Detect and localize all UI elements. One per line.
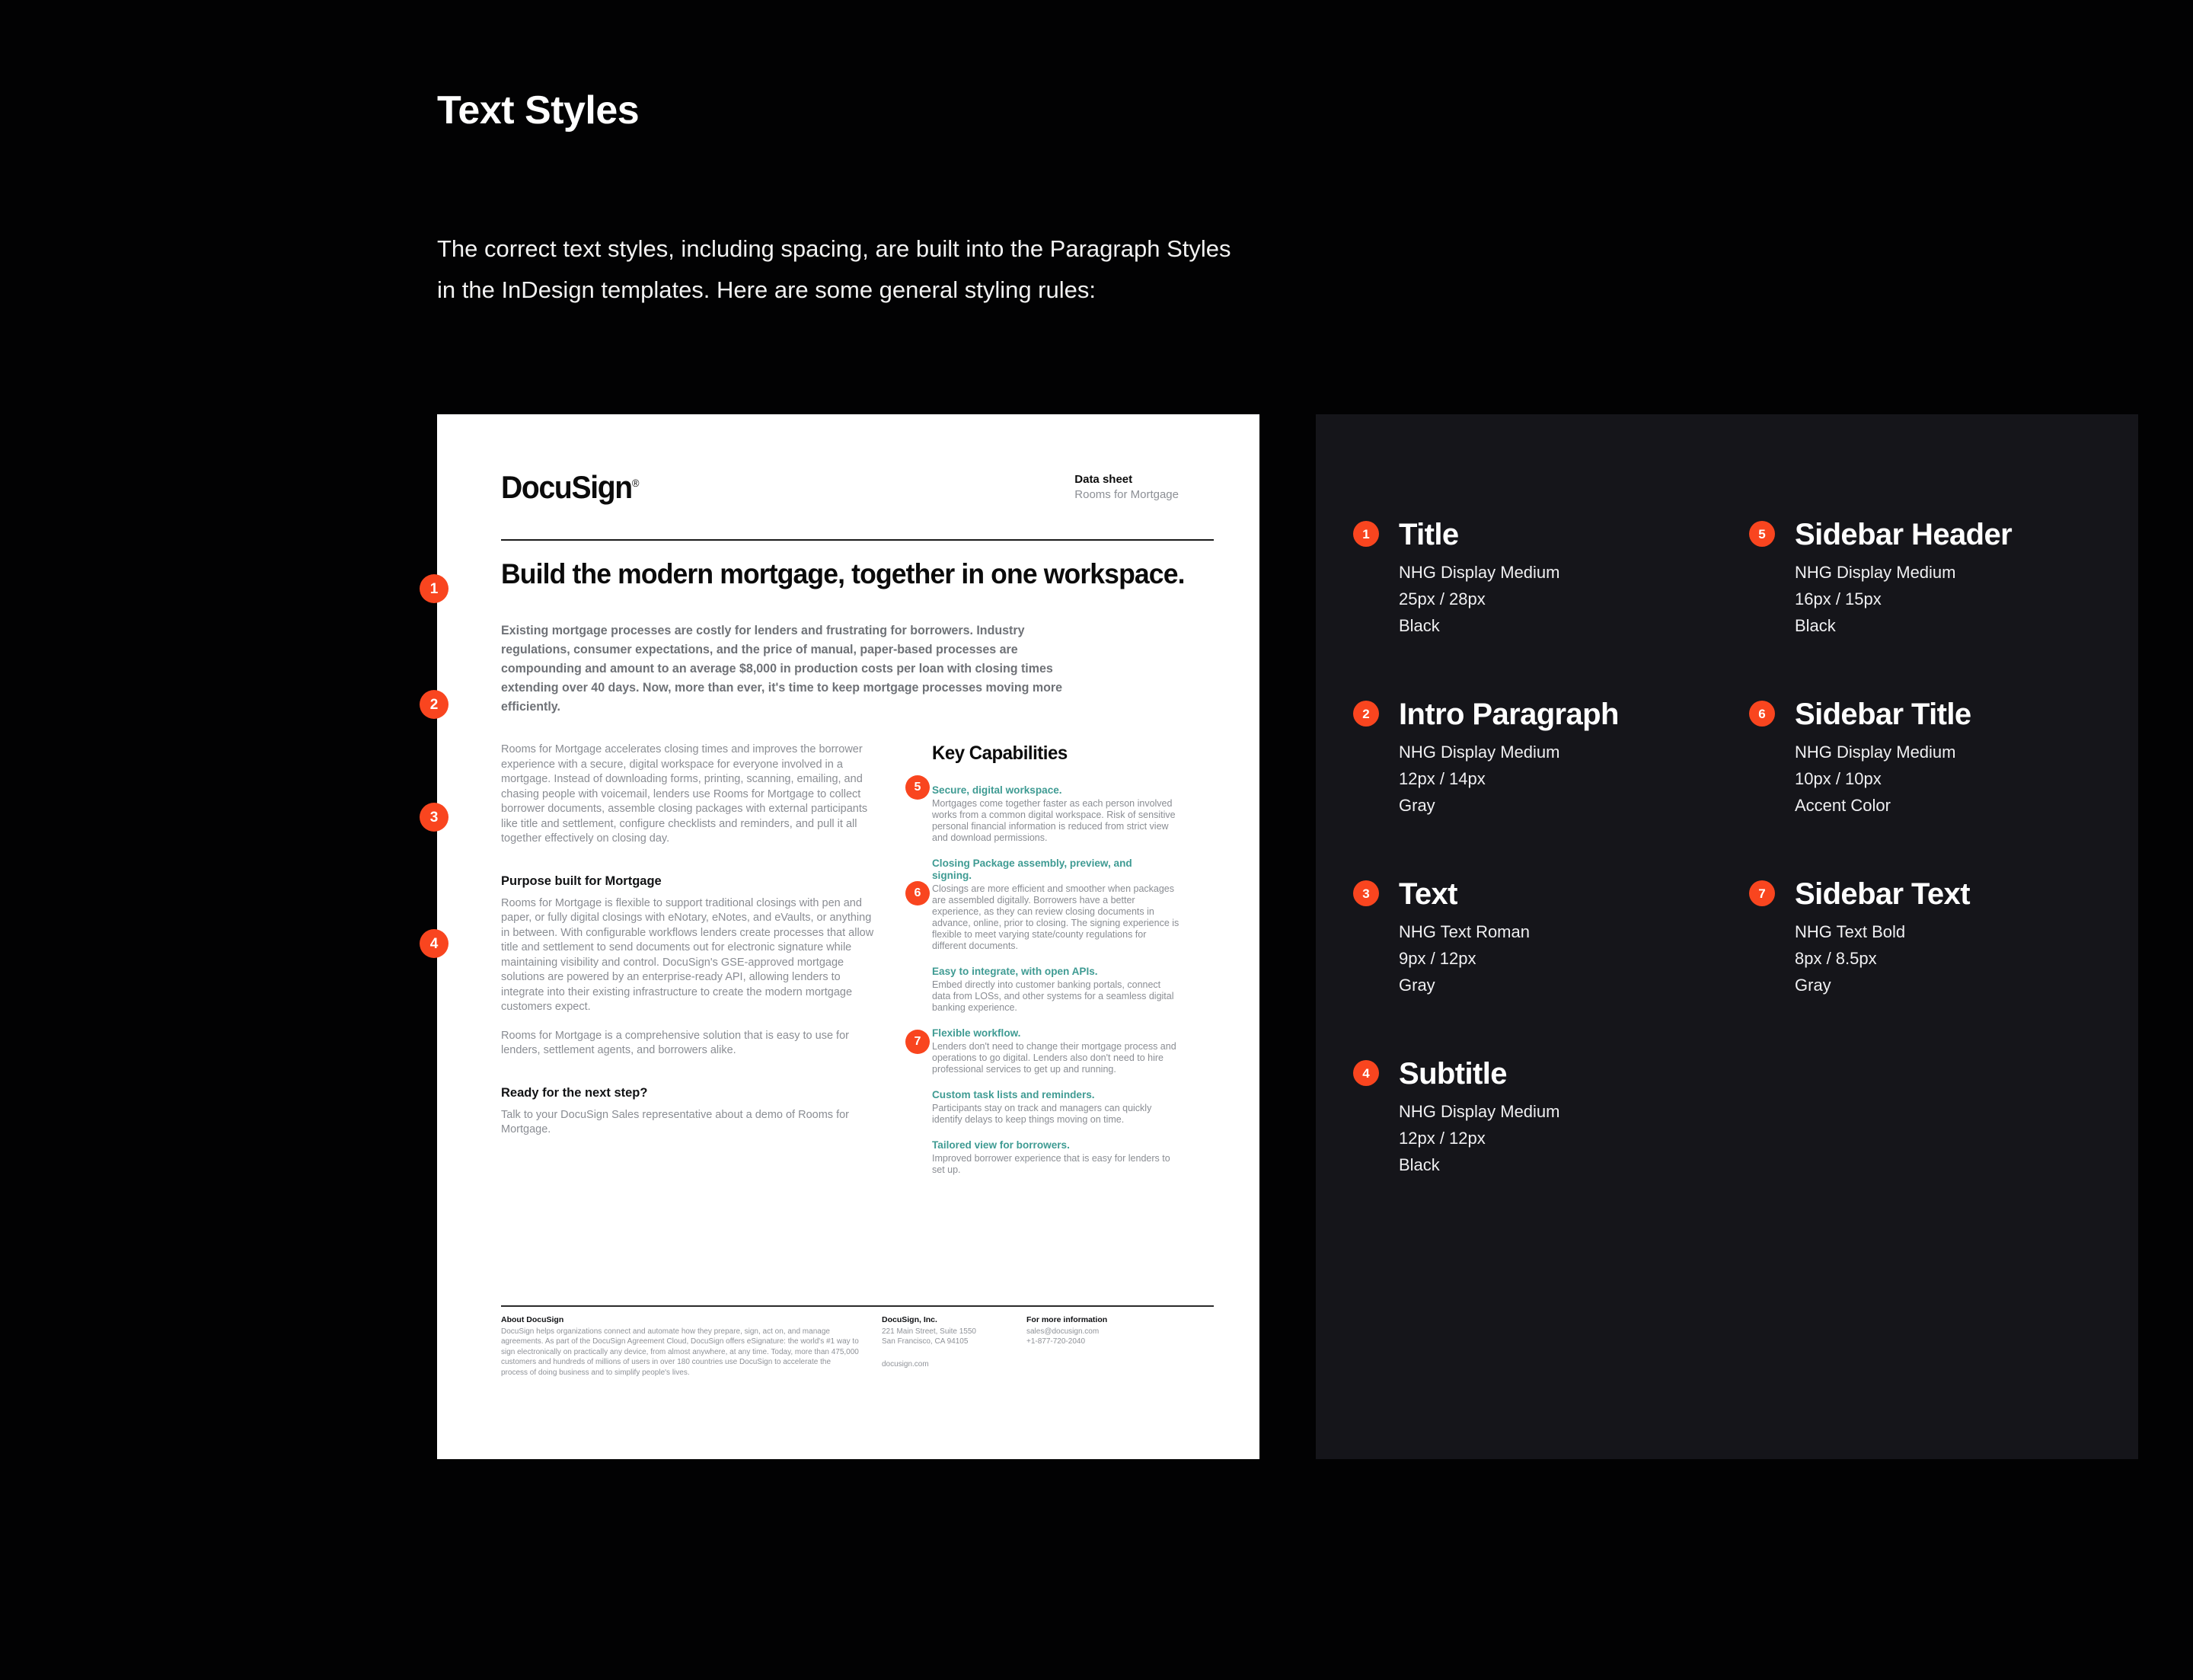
footer-address-line-2: San Francisco, CA 94105 (882, 1337, 969, 1346)
legend-font: NHG Display Medium (1795, 743, 1956, 762)
sidebar-item-text: Participants stay on track and managers can quickly identify delays to keep things moving on time. (932, 1103, 1152, 1125)
footer-about-text: DocuSign helps organizations connect and automate how they prepare, sign, act on, and manage agreements. As part of the DocuSign Agreement Cloud, DocuSign offers eSignature: the world's #1 way to sign electronically on practically any device, from almost anywhere, at any time. Today, more than 475,000 customers and hundreds of millions of users in over 180 countries use DocuSign to accelerate the process of doing business and to simplify people's lives. (501, 1327, 859, 1377)
callout-badge-5[interactable]: 5 (905, 775, 930, 800)
sidebar-item-title: Custom task lists and reminders. (932, 1088, 1095, 1100)
callout-badge-6[interactable]: 6 (905, 881, 930, 905)
sidebar-item (932, 1088, 1180, 1126)
sidebar-item (932, 784, 1180, 844)
footer-website: docusign.com (882, 1359, 929, 1369)
sidebar-item (932, 965, 1180, 1014)
document-meta (1074, 472, 1179, 503)
legend-color: Gray (1399, 796, 1435, 815)
legend-size: 25px / 28px (1399, 589, 1486, 608)
legend-badge-3: 3 (1353, 880, 1379, 906)
callout-badge-1[interactable]: 1 (420, 574, 448, 603)
sidebar-item-text: Improved borrower experience that is easy for lenders to set up. (932, 1153, 1170, 1175)
legend-size: 12px / 12px (1399, 1129, 1486, 1148)
legend-badge-2: 2 (1353, 701, 1379, 727)
sidebar-item-title: Secure, digital workspace. (932, 784, 1062, 796)
legend-name: Sidebar Header (1795, 518, 2013, 551)
legend-badge-6: 6 (1749, 701, 1775, 727)
legend-name: Subtitle (1399, 1057, 1507, 1091)
sidebar-item-text: Lenders don't need to change their mortgage process and operations to go digital. Lenders also don't need to hire professional services to get up and running. (932, 1041, 1176, 1075)
legend-font: NHG Text Roman (1399, 922, 1530, 941)
sidebar-item (932, 1139, 1180, 1176)
sidebar-item-title: Tailored view for borrowers. (932, 1139, 1070, 1151)
legend-item-intro-paragraph (1353, 698, 1749, 877)
legend-font: NHG Display Medium (1795, 563, 1956, 582)
document-subtitle-2: Ready for the next step? (501, 1084, 648, 1100)
legend-size: 10px / 10px (1795, 769, 1882, 788)
document-subject: Rooms for Mortgage (1074, 488, 1179, 501)
legend-font: NHG Text Bold (1795, 922, 1906, 941)
legend-size: 8px / 8.5px (1795, 949, 1877, 968)
legend-size: 12px / 14px (1399, 769, 1486, 788)
legend-name: Intro Paragraph (1399, 698, 1619, 731)
legend-color: Accent Color (1795, 796, 1891, 815)
legend-font: NHG Display Medium (1399, 1102, 1560, 1121)
legend-color: Black (1399, 616, 1440, 635)
legend-item-sidebar-title (1749, 698, 2108, 877)
legend-color: Black (1795, 616, 1836, 635)
document-header (501, 469, 1214, 506)
legend-badge-1: 1 (1353, 521, 1379, 547)
legend-empty-cell (1749, 1057, 2108, 1237)
style-legend-panel (1316, 414, 2138, 1459)
document-subtitle-1: Purpose built for Mortgage (501, 873, 662, 888)
body-paragraph-1: Rooms for Mortgage accelerates closing times and improves the borrower experience with a secure, digital workspace for everyone involved in a mortgage. Instead of downloading forms, printing, scanning, emailing, and chasing people with voicemail, lenders use Rooms for Mortgage to collect borrower documents, assemble closing packages with external participants like title and settlement, configure checklists and reminders, and pull it all together effectively on closing day. (501, 743, 868, 845)
style-legend-grid (1353, 518, 2108, 1237)
footer-address-line-1: 221 Main Street, Suite 1550 (882, 1327, 976, 1336)
legend-name: Title (1399, 518, 1459, 551)
legend-color: Gray (1795, 976, 1831, 995)
footer-email: sales@docusign.com (1026, 1327, 1100, 1336)
legend-badge-5: 5 (1749, 521, 1775, 547)
body-paragraph-4: Talk to your DocuSign Sales representative about a demo of Rooms for Mortgage. (501, 1108, 849, 1135)
sidebar-item-text: Mortgages come together faster as each person involved works from a common digital workspace. Risk of sensitive personal financial information is reduced from strict view and download permissions. (932, 798, 1176, 843)
document-kicker: Data sheet (1074, 473, 1133, 486)
callout-badge-4[interactable]: 4 (420, 929, 448, 958)
legend-item-title (1353, 518, 1749, 698)
footer-company-heading: DocuSign, Inc. (882, 1314, 937, 1324)
body-paragraph-3: Rooms for Mortgage is a comprehensive solution that is easy to use for lenders, settlement agents, and borrowers alike. (501, 1029, 849, 1056)
sidebar-item-text: Embed directly into customer banking portals, connect data from LOSs, and other systems for a seamless digital banking experience. (932, 979, 1174, 1013)
sidebar-header: Key Capabilities (932, 743, 1068, 764)
legend-font: NHG Display Medium (1399, 743, 1560, 762)
footer-info-heading: For more information (1026, 1314, 1108, 1324)
body-paragraph-2: Rooms for Mortgage is flexible to support traditional closings with pen and paper, or fully digital closings with eNotary, eNotes, and eVaults, or anything in between. With configurable workflows lenders create processes that allow title and settlement to send documents out for electronic signature while maintaining visibility and control. DocuSign's GSE-approved mortgage solutions are powered by an enterprise-ready API, allowing lenders to integrate into their existing infrastructure to create the modern mortgage customers expect. (501, 896, 874, 1013)
legend-size: 16px / 15px (1795, 589, 1882, 608)
sidebar-item-title: Flexible workflow. (932, 1027, 1021, 1039)
legend-font: NHG Display Medium (1399, 563, 1560, 582)
document-columns (501, 743, 1214, 1189)
docusign-logo-text: DocuSign (501, 469, 632, 505)
footer-about-heading: About DocuSign (501, 1314, 564, 1324)
footer-divider (501, 1305, 1214, 1307)
sidebar-item-text: Closings are more efficient and smoother when packages are assembled digitally. Borrowers have a better experience, as they can review closing documents in advance, online, prior to closing. The signing experience is flexible to meet varying state/county regulations for different documents. (932, 883, 1179, 951)
footer-columns (501, 1314, 1214, 1378)
legend-item-text (1353, 877, 1749, 1057)
document-title: Build the modern mortgage, together in one workspace. (501, 558, 1185, 589)
docusign-logo (501, 469, 638, 506)
legend-name: Sidebar Text (1795, 877, 1970, 911)
callout-badge-3[interactable]: 3 (420, 803, 448, 832)
document-preview (437, 414, 1259, 1459)
registered-mark-icon: ® (631, 477, 639, 489)
legend-item-sidebar-header (1749, 518, 2108, 698)
callout-badge-2[interactable]: 2 (420, 690, 448, 719)
sidebar-item-title: Easy to integrate, with open APIs. (932, 965, 1098, 977)
page-intro-text: The correct text styles, including spacing, are built into the Paragraph Styles in the InDesign templates. Here are some general styling rules: (437, 235, 1231, 303)
sidebar-item (932, 857, 1180, 952)
document-left-column (501, 743, 882, 1189)
legend-badge-7: 7 (1749, 880, 1775, 906)
header-divider (501, 539, 1214, 541)
document-intro-paragraph: Existing mortgage processes are costly for lenders and frustrating for borrowers. Industry regulations, consumer expectations, and the price of manual, paper-based processes are compounding and amount to an average $8,000 in production costs per loan with closing times extending over 40 days. Now, more than ever, it's time to keep mortgage processes moving more efficiently. (501, 624, 1063, 714)
footer-about-block (501, 1314, 882, 1378)
legend-item-subtitle (1353, 1057, 1749, 1237)
footer-spacer (882, 1347, 1026, 1359)
legend-badge-4: 4 (1353, 1060, 1379, 1086)
footer-phone: +1-877-720-2040 (1026, 1337, 1086, 1346)
page-title: Text Styles (437, 88, 640, 133)
legend-color: Black (1399, 1155, 1440, 1174)
footer-contact-block (1026, 1314, 1179, 1378)
legend-name: Text (1399, 877, 1457, 911)
document-sidebar (932, 743, 1180, 1189)
document-content (501, 469, 1214, 1189)
document-footer (501, 1305, 1214, 1378)
legend-item-sidebar-text (1749, 877, 2108, 1057)
sidebar-item (932, 1027, 1180, 1075)
callout-badge-7[interactable]: 7 (905, 1030, 930, 1054)
legend-name: Sidebar Title (1795, 698, 1971, 731)
legend-color: Gray (1399, 976, 1435, 995)
legend-size: 9px / 12px (1399, 949, 1476, 968)
footer-address-block (882, 1314, 1026, 1378)
sidebar-item-title: Closing Package assembly, preview, and signing. (932, 857, 1132, 881)
